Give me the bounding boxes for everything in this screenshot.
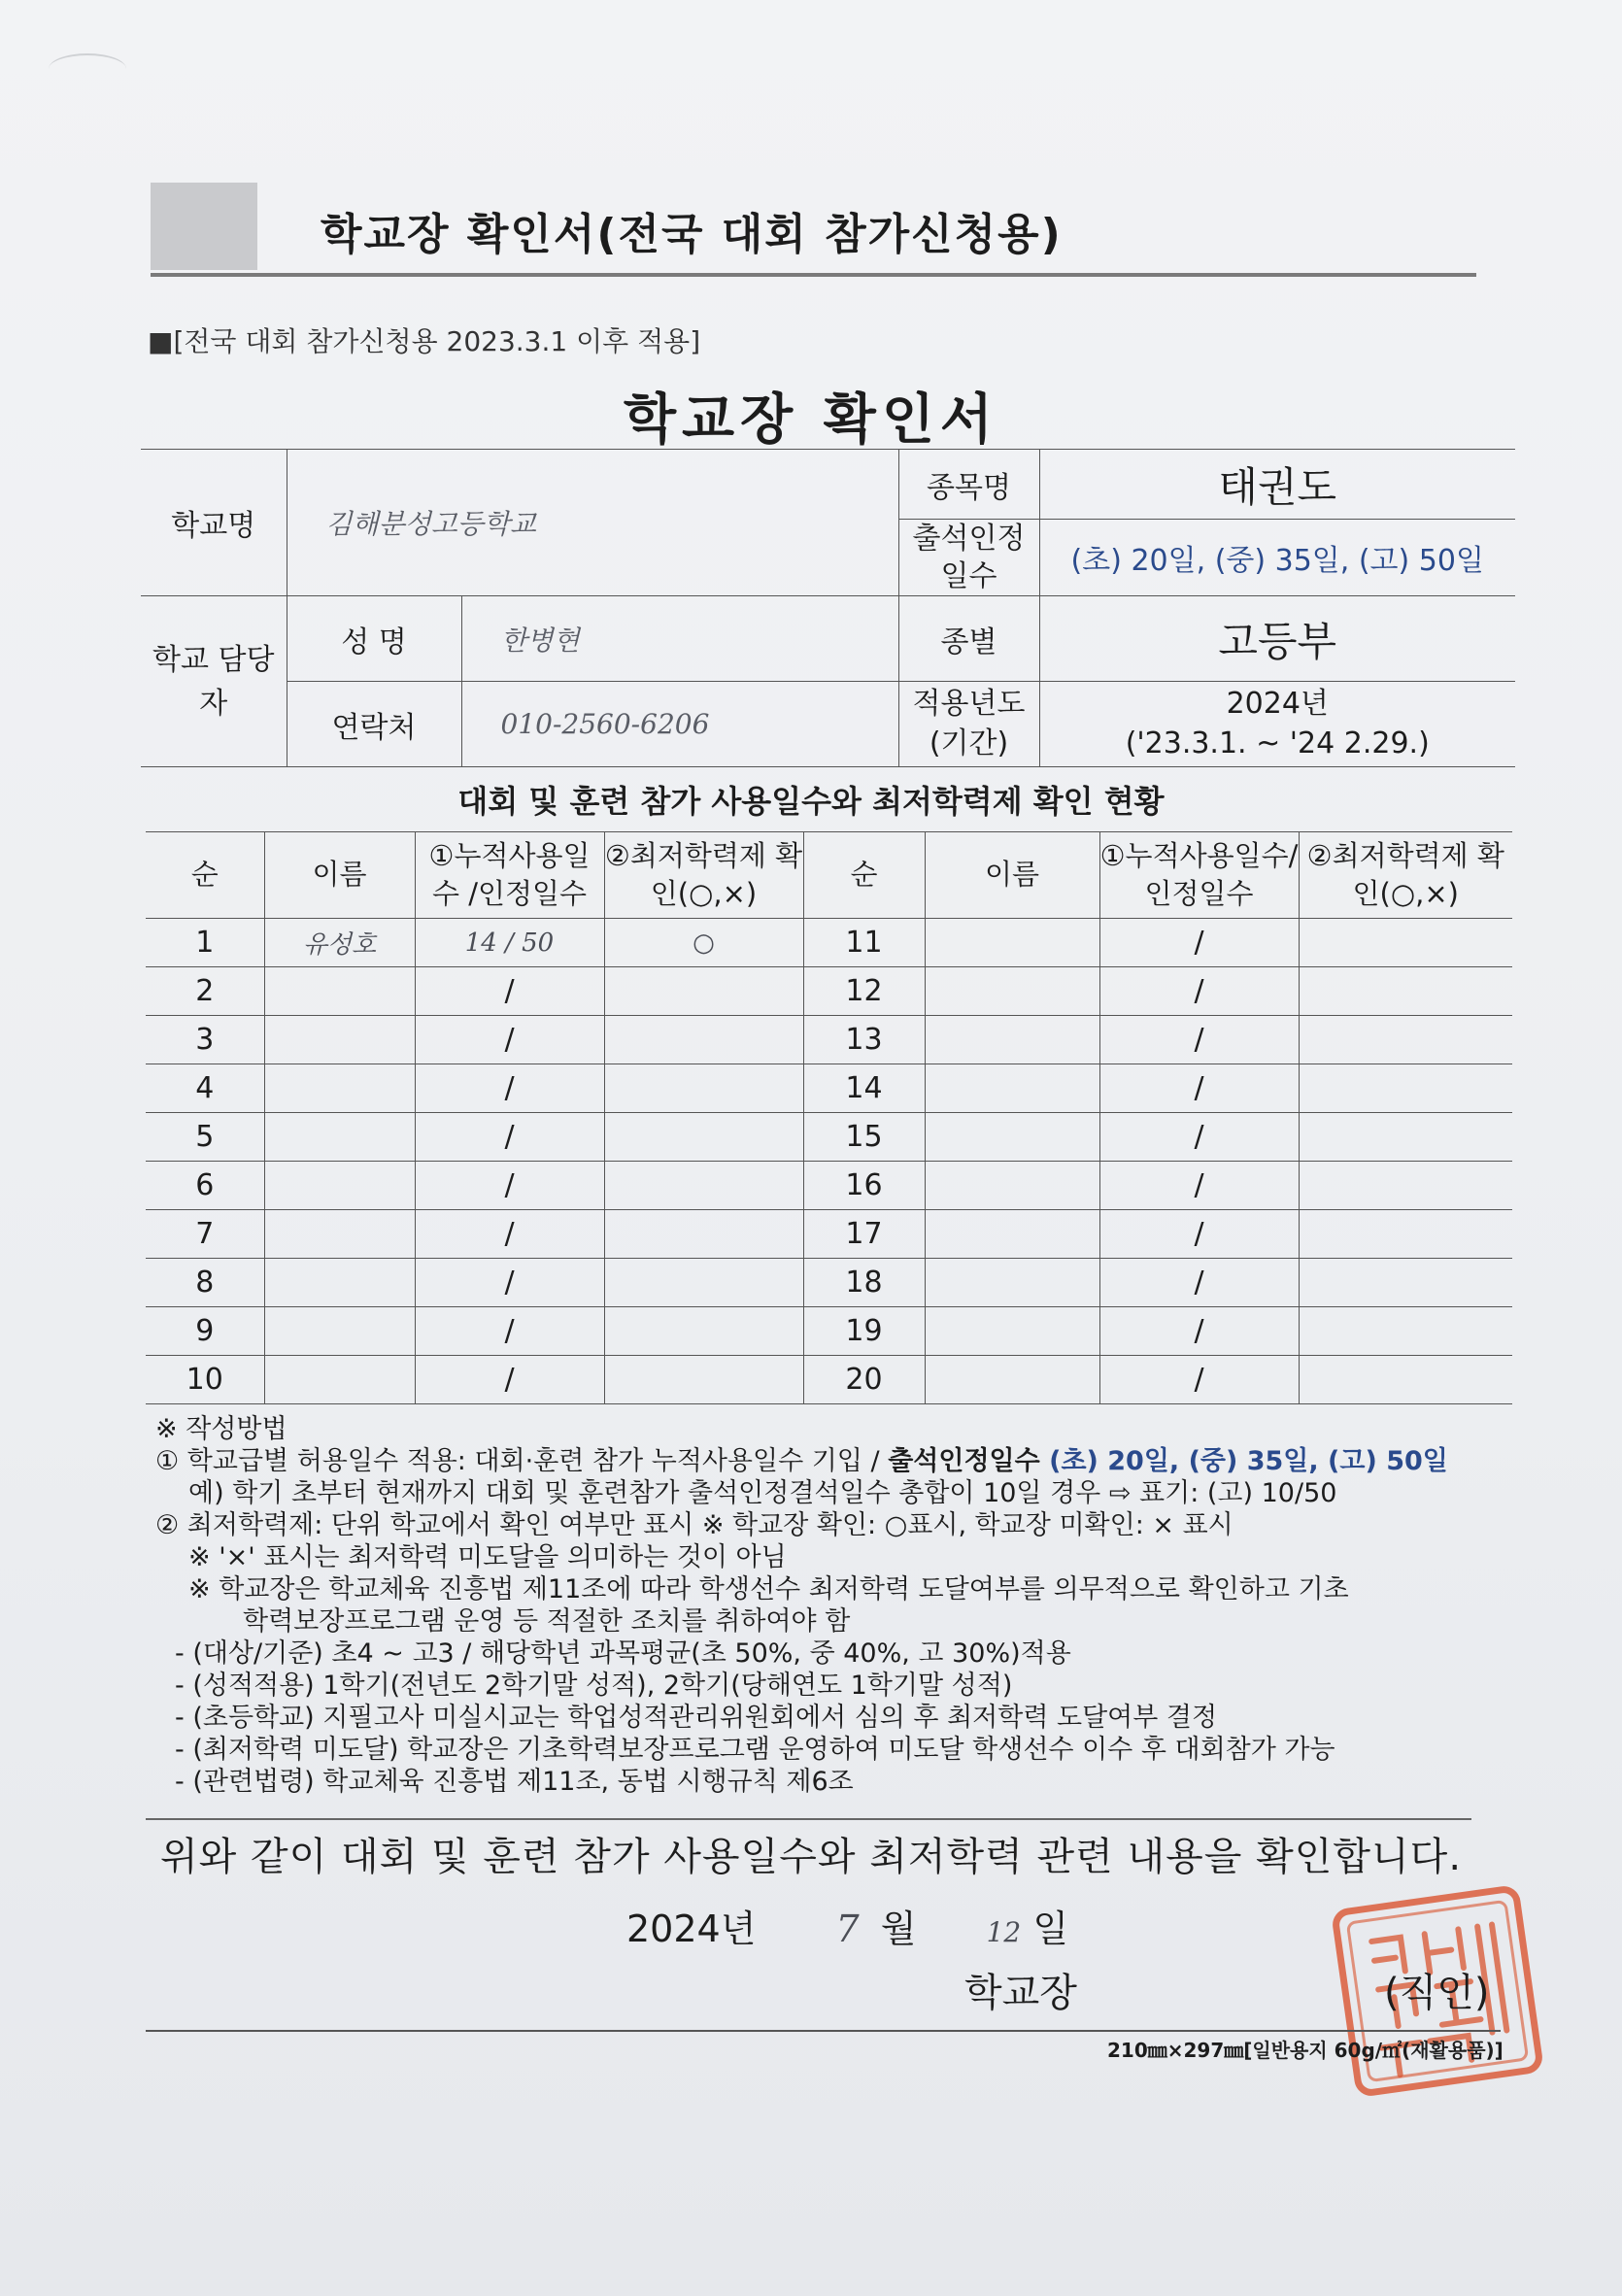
division-value: 고등부 — [1039, 596, 1515, 682]
table-cell-check — [604, 1307, 803, 1356]
name-value: 한병현 — [461, 596, 898, 682]
table-row — [146, 1307, 1512, 1356]
table-cell-days: / — [415, 1064, 604, 1113]
year-value: 2024년 — [1226, 687, 1329, 721]
detail-4: - (최저학력 미도달) 학교장은 기초학력보장프로그램 운영하여 미도달 학생선수 이수 후 대회참가 가능 — [175, 1735, 1335, 1765]
status-header-row — [146, 832, 1512, 919]
year-period: ('23.3.1. ~ '24 2.29.) — [1125, 726, 1430, 760]
table-cell-name — [264, 1307, 415, 1356]
note-1-days: (초) 20일, (중) 35일, (고) 50일 — [1039, 1446, 1448, 1476]
col-no: 순 — [146, 832, 264, 919]
table-cell-no2: 20 — [803, 1356, 925, 1404]
table-cell-check2 — [1299, 1162, 1512, 1210]
table-cell-name — [264, 1016, 415, 1064]
table-cell-name: 유성호 — [264, 919, 415, 967]
notes-title: ※ 작성방법 — [155, 1414, 287, 1444]
table-cell-check2 — [1299, 1210, 1512, 1259]
table-cell-check — [604, 1162, 803, 1210]
school-label: 학교명 — [141, 450, 287, 596]
seal-label: (직인) — [1384, 1971, 1490, 2015]
table-cell-no2: 11 — [803, 919, 925, 967]
date-month-unit: 월 — [880, 1908, 917, 1950]
table-cell-days: / — [415, 1259, 604, 1307]
year-cell — [1039, 682, 1515, 767]
note-1-bold: 출석인정일수 — [888, 1446, 1040, 1476]
date-month: 7 — [835, 1908, 860, 1950]
table-cell-name — [264, 967, 415, 1016]
table-cell-name2 — [925, 919, 1099, 967]
table-cell-check — [604, 967, 803, 1016]
note-1-text: ① 학교급별 허용일수 적용: 대회·훈련 참가 누적사용일수 기입 / — [155, 1446, 889, 1476]
school-value: 김해분성고등학교 — [287, 450, 898, 596]
table-row — [146, 967, 1512, 1016]
col-name-2: 이름 — [925, 832, 1099, 919]
confirmation-statement: 위와 같이 대회 및 훈련 참가 사용일수와 최저학력 관련 내용을 확인합니다. — [159, 1835, 1463, 1879]
detail-2: - (성적적용) 1학기(전년도 2학기말 성적), 2학기(당해연도 1학기말 성적) — [175, 1671, 1013, 1701]
table-cell-name2 — [925, 1210, 1099, 1259]
table-cell-check — [604, 1259, 803, 1307]
col-name: 이름 — [264, 832, 415, 919]
table-cell-no2: 12 — [803, 967, 925, 1016]
table-cell-no: 6 — [146, 1162, 264, 1210]
table-cell-no2: 18 — [803, 1259, 925, 1307]
table-cell-name — [264, 1210, 415, 1259]
status-table — [146, 831, 1512, 1404]
col-check-2: ②최저학력제 확인(○,×) — [1299, 832, 1512, 919]
table-cell-days2: / — [1099, 1016, 1299, 1064]
table-cell-check2 — [1299, 1064, 1512, 1113]
table-cell-name — [264, 1259, 415, 1307]
table-cell-days2: / — [1099, 1307, 1299, 1356]
table-cell-check2 — [1299, 1016, 1512, 1064]
info-table — [141, 449, 1515, 767]
phone-label: 연락처 — [287, 682, 461, 767]
table-cell-no: 5 — [146, 1113, 264, 1162]
table-row — [146, 1113, 1512, 1162]
main-title: 학교장 확인서 — [623, 388, 999, 452]
table-cell-check2 — [1299, 967, 1512, 1016]
table-cell-no: 4 — [146, 1064, 264, 1113]
table-cell-check — [604, 1210, 803, 1259]
col-check: ②최저학력제 확인(○,×) — [604, 832, 803, 919]
attendance-label: 출석인정 일수 — [898, 520, 1039, 596]
detail-3: - (초등학교) 지필고사 미실시교는 학업성적관리위원회에서 심의 후 최저학력 도달여부 결정 — [175, 1703, 1218, 1733]
table-cell-days: / — [415, 1162, 604, 1210]
table-cell-check2 — [1299, 919, 1512, 967]
table-cell-no: 2 — [146, 967, 264, 1016]
table-cell-no: 9 — [146, 1307, 264, 1356]
note-2b: ※ 학교장은 학교체육 진흥법 제11조에 따라 학생선수 최저학력 도달여부를 의무적으로 확인하고 기초 — [188, 1574, 1349, 1604]
table-cell-no: 8 — [146, 1259, 264, 1307]
table-cell-days2: / — [1099, 967, 1299, 1016]
table-cell-check2 — [1299, 1356, 1512, 1404]
table-cell-no: 3 — [146, 1016, 264, 1064]
table-cell-days: 14 / 50 — [415, 919, 604, 967]
table-row — [146, 1356, 1512, 1404]
col-no-2: 순 — [803, 832, 925, 919]
table-cell-check2 — [1299, 1259, 1512, 1307]
col-days-2: ①누적사용일수/ 인정일수 — [1099, 832, 1299, 919]
date-day: 12 — [986, 1916, 1022, 1948]
contact-person-label: 학교 담당자 — [141, 596, 287, 767]
table-cell-days2: / — [1099, 1210, 1299, 1259]
table-cell-days2: / — [1099, 1113, 1299, 1162]
table-cell-name2 — [925, 1016, 1099, 1064]
table-cell-name — [264, 1356, 415, 1404]
table-cell-check — [604, 1016, 803, 1064]
table-row — [146, 1016, 1512, 1064]
table-cell-days: / — [415, 1210, 604, 1259]
confirm-rule — [146, 1818, 1471, 1820]
table-cell-name2 — [925, 967, 1099, 1016]
table-cell-check — [604, 1064, 803, 1113]
detail-5: - (관련법령) 학교체육 진흥법 제11조, 동법 시행규칙 제6조 — [175, 1767, 854, 1797]
table-cell-name2 — [925, 1064, 1099, 1113]
table-cell-check2 — [1299, 1113, 1512, 1162]
table-cell-check2 — [1299, 1307, 1512, 1356]
table-cell-days: / — [415, 1113, 604, 1162]
detail-1: - (대상/기준) 초4 ~ 고3 / 해당학년 과목평균(초 50%, 중 40%, 고 30%)적용 — [175, 1638, 1071, 1669]
table-cell-days2: / — [1099, 1064, 1299, 1113]
table-cell-days: / — [415, 967, 604, 1016]
table-cell-days: / — [415, 1307, 604, 1356]
table-cell-name2 — [925, 1162, 1099, 1210]
table-cell-no: 10 — [146, 1356, 264, 1404]
header-gray-block — [151, 183, 257, 270]
table-cell-check — [604, 1113, 803, 1162]
sport-label: 종목명 — [898, 450, 1039, 520]
table-cell-name2 — [925, 1113, 1099, 1162]
year-label: 적용년도 (기간) — [898, 682, 1039, 767]
note-1-example: 예) 학기 초부터 현재까지 대회 및 훈련참가 출석인정결석일수 총합이 10일 경우 ⇨ 표기: (고) 10/50 — [188, 1478, 1337, 1508]
header-rule — [151, 273, 1476, 277]
paper-crease — [49, 53, 126, 84]
table-cell-name2 — [925, 1259, 1099, 1307]
table-cell-no2: 17 — [803, 1210, 925, 1259]
note-1 — [155, 1445, 1515, 1477]
form-version-note: ■[전국 대회 참가신청용 2023.3.1 이후 적용] — [148, 325, 701, 357]
table-cell-days2: / — [1099, 1259, 1299, 1307]
table-cell-no: 1 — [146, 919, 264, 967]
principal-label: 학교장 — [964, 1971, 1077, 2015]
table-cell-no: 7 — [146, 1210, 264, 1259]
table-cell-no2: 16 — [803, 1162, 925, 1210]
date-day-unit: 일 — [1032, 1908, 1069, 1950]
table-row — [146, 1064, 1512, 1113]
note-2a: ※ '×' 표시는 최저학력 미도달을 의미하는 것이 아님 — [188, 1542, 787, 1572]
bottom-rule — [146, 2030, 1501, 2032]
table-cell-no2: 13 — [803, 1016, 925, 1064]
col-days: ①누적사용일수 /인정일수 — [415, 832, 604, 919]
paper-size-note: 210㎜×297㎜[일반용지 60g/㎡(재활용품)] — [1107, 2039, 1504, 2062]
division-label: 종별 — [898, 596, 1039, 682]
table-cell-name — [264, 1064, 415, 1113]
signature-date — [626, 1899, 1068, 1952]
table-cell-name — [264, 1113, 415, 1162]
table-row — [146, 919, 1512, 967]
table-cell-no2: 19 — [803, 1307, 925, 1356]
table-cell-days: / — [415, 1016, 604, 1064]
table-cell-check — [604, 1356, 803, 1404]
table-cell-days2: / — [1099, 1162, 1299, 1210]
table-cell-name2 — [925, 1356, 1099, 1404]
table-cell-no2: 15 — [803, 1113, 925, 1162]
header-title: 학교장 확인서(전국 대회 참가신청용) — [321, 210, 1063, 259]
table-cell-days2: / — [1099, 1356, 1299, 1404]
attendance-value: (초) 20일, (중) 35일, (고) 50일 — [1039, 520, 1515, 596]
table-cell-name — [264, 1162, 415, 1210]
table-cell-name2 — [925, 1307, 1099, 1356]
table-row — [146, 1210, 1512, 1259]
name-label: 성 명 — [287, 596, 461, 682]
sport-value: 태권도 — [1039, 450, 1515, 520]
note-2b-cont: 학력보장프로그램 운영 등 적절한 조치를 취하여야 함 — [243, 1606, 851, 1637]
table-row — [146, 1162, 1512, 1210]
phone-value: 010-2560-6206 — [461, 682, 898, 767]
table-cell-days2: / — [1099, 919, 1299, 967]
table-row — [146, 1259, 1512, 1307]
date-year: 2024년 — [626, 1908, 757, 1950]
note-2: ② 최저학력제: 단위 학교에서 확인 여부만 표시 ※ 학교장 확인: ○표시, 학교장 미확인: × 표시 — [155, 1510, 1233, 1540]
instructions — [155, 1413, 1515, 1798]
table-cell-no2: 14 — [803, 1064, 925, 1113]
table-cell-days: / — [415, 1356, 604, 1404]
table-cell-check: ○ — [604, 919, 803, 967]
section-title: 대회 및 훈련 참가 사용일수와 최저학력제 확인 현황 — [457, 783, 1165, 820]
